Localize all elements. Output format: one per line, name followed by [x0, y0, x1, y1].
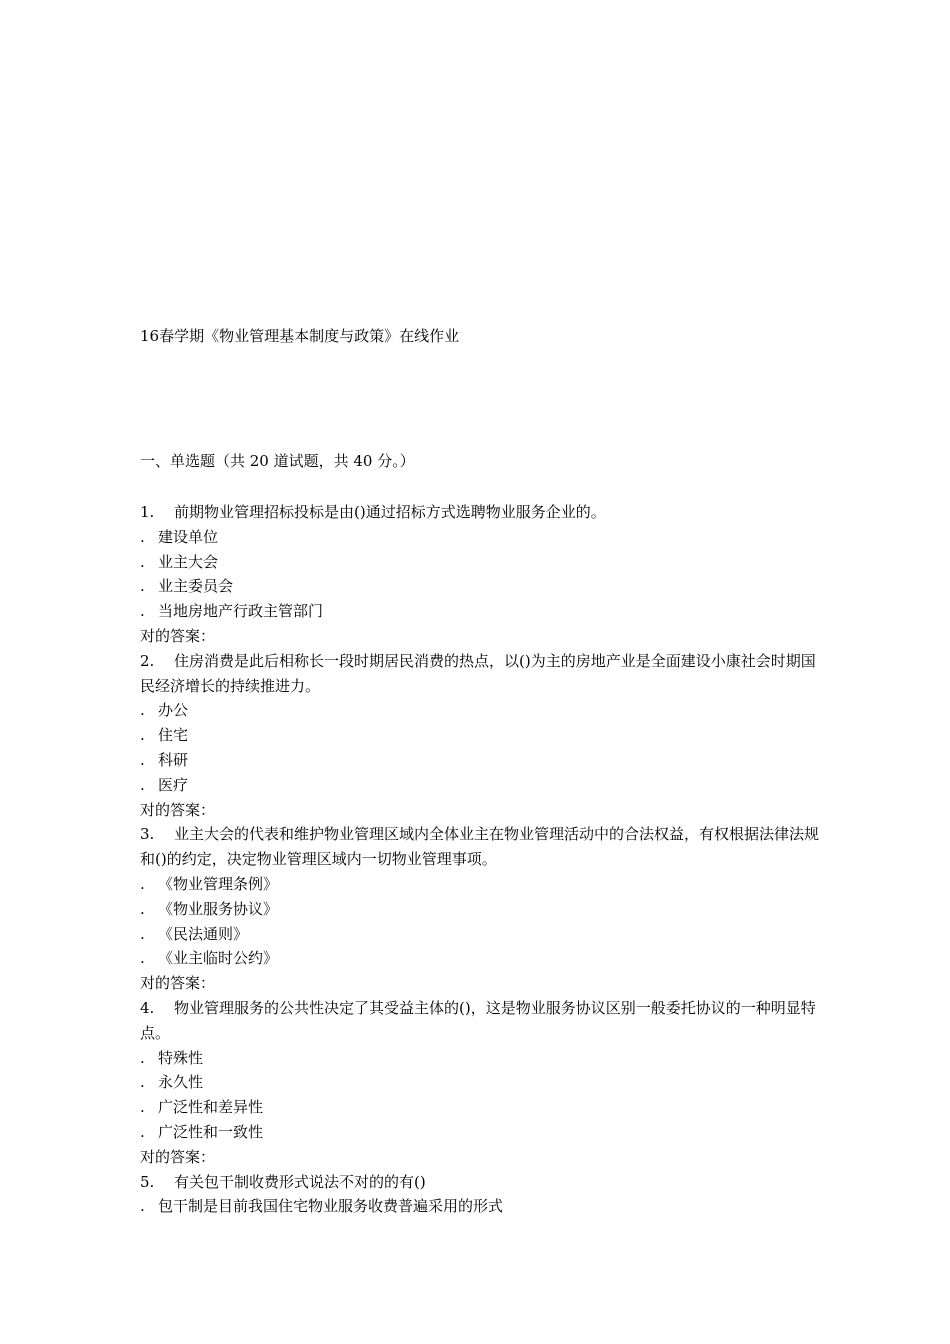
section-heading: 一、单选题（共 20 道试题，共 40 分。）	[140, 452, 415, 470]
option-text: 科研	[158, 750, 189, 769]
option-text: 永久性	[158, 1073, 204, 1092]
option-text: 广泛性和一致性	[158, 1122, 264, 1141]
option-marker: .	[140, 1122, 145, 1141]
option	[140, 872, 820, 897]
option-text: 《物业服务协议》	[158, 899, 279, 918]
option-text: 办公	[158, 701, 189, 720]
option-text: 业主委员会	[158, 577, 234, 596]
option-marker: .	[140, 552, 145, 571]
option	[140, 1194, 820, 1219]
option-marker: .	[140, 775, 145, 794]
option	[140, 550, 820, 575]
question-text: 前期物业管理招标投标是由()通过招标方式选聘物业服务企业的。	[174, 503, 606, 521]
option	[140, 723, 820, 748]
question-number: 2.	[140, 651, 155, 670]
option-marker: .	[140, 949, 145, 968]
option	[140, 574, 820, 599]
option-text: 《物业管理条例》	[158, 874, 279, 893]
question-3	[140, 822, 820, 996]
option-text: 《业主临时公约》	[158, 949, 279, 968]
option-marker: .	[140, 924, 145, 943]
question-stem	[140, 500, 820, 525]
option-marker: .	[140, 1073, 145, 1092]
question-text: 业主大会的代表和维护物业管理区域内全体业主在物业管理活动中的合法权益，有权根据法律法规和()的约定，决定物业管理区域内一切物业管理事项。	[140, 825, 820, 869]
option	[140, 698, 820, 723]
answer-label: 对的答案：	[140, 974, 216, 993]
option-marker: .	[140, 726, 145, 745]
option-marker: .	[140, 1098, 145, 1117]
option	[140, 599, 820, 624]
option-text: 包干制是目前我国住宅物业服务收费普遍采用的形式	[158, 1197, 504, 1216]
question-stem	[140, 822, 820, 872]
question-stem	[140, 996, 820, 1046]
option-marker: .	[140, 527, 145, 546]
option-marker: .	[140, 602, 145, 621]
option	[140, 1070, 820, 1095]
question-4	[140, 996, 820, 1170]
option-marker: .	[140, 1048, 145, 1067]
question-list	[140, 500, 820, 1219]
option	[140, 748, 820, 773]
option	[140, 1120, 820, 1145]
option-text: 特殊性	[158, 1048, 204, 1067]
document-title: 16春学期《物业管理基本制度与政策》在线作业	[140, 327, 460, 345]
question-stem	[140, 1170, 820, 1195]
answer-label: 对的答案：	[140, 626, 216, 645]
question-number: 5.	[140, 1172, 155, 1191]
option-marker: .	[140, 874, 145, 893]
option-text: 医疗	[158, 775, 189, 794]
option-marker: .	[140, 750, 145, 769]
question-text: 有关包干制收费形式说法不对的的有()	[174, 1172, 426, 1191]
option-marker: .	[140, 1197, 145, 1216]
option-text: 《民法通则》	[158, 924, 249, 943]
question-1	[140, 500, 820, 649]
option-marker: .	[140, 701, 145, 720]
option-marker: .	[140, 899, 145, 918]
option	[140, 897, 820, 922]
option-marker: .	[140, 577, 145, 596]
question-text: 物业管理服务的公共性决定了其受益主体的()，这是物业服务协议区别一般委托协议的一种明显特点。	[140, 998, 816, 1042]
question-stem	[140, 649, 820, 699]
option	[140, 946, 820, 971]
option	[140, 525, 820, 550]
option-text: 广泛性和差异性	[158, 1098, 264, 1117]
question-2	[140, 649, 820, 823]
question-number: 4.	[140, 998, 155, 1017]
option	[140, 922, 820, 947]
option-text: 业主大会	[158, 552, 219, 571]
option-text: 建设单位	[158, 527, 219, 546]
option-text: 住宅	[158, 726, 189, 745]
question-number: 3.	[140, 825, 155, 844]
question-number: 1.	[140, 503, 155, 521]
answer-label: 对的答案：	[140, 1147, 216, 1166]
option-text: 当地房地产行政主管部门	[158, 602, 324, 621]
option	[140, 1095, 820, 1120]
option	[140, 1046, 820, 1071]
option	[140, 773, 820, 798]
question-text: 住房消费是此后相称长一段时期居民消费的热点，以()为主的房地产业是全面建设小康社会时期国民经济增长的持续推进力。	[140, 651, 816, 695]
question-5	[140, 1170, 820, 1220]
answer-label: 对的答案：	[140, 800, 216, 819]
